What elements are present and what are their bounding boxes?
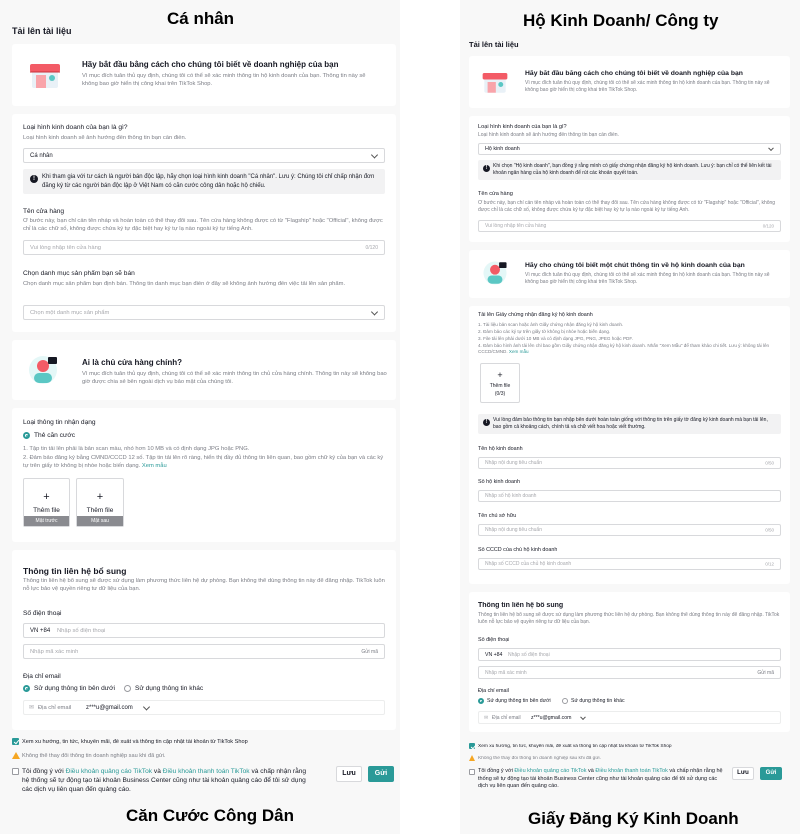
household-name-counter: 0/50 bbox=[765, 460, 774, 466]
household-name-placeholder: Nhập nội dung tiêu chuẩn bbox=[485, 460, 542, 466]
household-illustration-icon bbox=[481, 259, 509, 287]
view-sample-link[interactable]: Xem mẫu bbox=[508, 349, 529, 355]
ad-terms-link[interactable]: Điều khoản quảng cáo TikTok bbox=[514, 768, 587, 774]
owner-id-input[interactable] bbox=[478, 558, 781, 570]
chevron-down-icon[interactable] bbox=[580, 714, 586, 720]
business-info-card bbox=[469, 116, 790, 242]
terms-text bbox=[478, 768, 723, 791]
verification-code-input[interactable] bbox=[23, 644, 385, 659]
phone-input[interactable] bbox=[478, 648, 781, 661]
field-label-owner-id: Số CCCD của chủ hộ kinh doanh bbox=[478, 547, 558, 553]
info-icon: ! bbox=[30, 175, 38, 183]
certificate-rule-3: 3. File tải lên phải dưới 10 MB và có định dạng JPG, PNG, JPEG hoặc PDF. bbox=[478, 336, 633, 341]
field-label-household-number: Số hộ kinh doanh bbox=[478, 479, 520, 485]
upload-back[interactable] bbox=[76, 478, 124, 527]
plus-icon: + bbox=[96, 491, 104, 503]
certificate-rule-4 bbox=[478, 343, 778, 356]
email-icon: ✉ bbox=[29, 704, 34, 711]
certificate-rule-4-text: 4. Đảm bảo hình ảnh tải lên chỉ bao gồm Giấy chứng nhận đăng ký hộ kinh doanh. Nhấn "Xem Mẫu" để tham khảo chi tiết. Lưu ý: không tải lên CCCD/CMND. bbox=[478, 343, 770, 355]
code-placeholder: Nhập mã xác minh bbox=[30, 648, 79, 655]
shop-name-hint: Ở bước này, bạn chỉ cần tên nháp và hoàn toàn có thể thay đổi sau. Tên cửa hàng không được có từ "Flagship" hoặc "Official", không được chỉ là các chữ số, không được chứa ký tự đặc biệt hay ký tự lạ nào ngoài ký tự tiếng Anh. bbox=[478, 200, 776, 213]
warning-icon bbox=[12, 752, 20, 759]
contact-title: Thông tin liên hệ bổ sung bbox=[478, 602, 564, 609]
email-value: z***u@gmail.com bbox=[86, 704, 133, 711]
send-code-button[interactable]: Gửi mã bbox=[757, 669, 774, 676]
email-field-label: Địa chỉ email bbox=[492, 714, 521, 721]
intro-desc: Vì mục đích tuân thủ quy định, chúng tôi có thể sẽ xác minh thông tin hộ kinh doanh của bạn. Thông tin này sẽ không bao giờ hiển thị công khai trên TikTok Shop. bbox=[82, 73, 366, 88]
individual-footer-caption: Căn Cước Công Dân bbox=[126, 806, 294, 825]
owner-name-placeholder: Nhập nội dung tiêu chuẩn bbox=[485, 527, 542, 533]
field-label-household-name: Tên hộ kinh doanh bbox=[478, 446, 523, 452]
shop-name-counter: 0/120 bbox=[365, 244, 378, 251]
email-option-2-radio[interactable] bbox=[562, 698, 568, 704]
payment-terms-link[interactable]: Điều khoản thanh toán TikTok bbox=[595, 768, 668, 774]
save-button[interactable]: Lưu bbox=[732, 767, 754, 780]
household-title: Hãy cho chúng tôi biết một chút thông tin về hộ kinh doanh của bạn bbox=[525, 262, 745, 269]
business-type-hint: Loại hình kinh doanh sẽ ảnh hưởng đến thông tin bạn cần điền. bbox=[23, 135, 187, 141]
id-type-option: Thẻ căn cước bbox=[34, 432, 75, 439]
business-type-label: Loại hình kinh doanh của bạn là gì? bbox=[23, 124, 128, 131]
business-type-select[interactable] bbox=[478, 143, 781, 155]
phone-placeholder: Nhập số điện thoại bbox=[57, 627, 106, 634]
shop-name-placeholder: Vui lòng nhập tên cửa hàng bbox=[30, 244, 102, 251]
owner-card bbox=[12, 340, 396, 400]
business-type-note-text: Khi chọn "Hộ kinh doanh", bạn đồng ý rằng mình có giấy chứng nhận đăng ký hộ kinh doanh. Lưu ý: bạn chỉ có thể liên kết tài khoản ngân hàng của hộ kinh doanh để rút các khoản quyết toán. bbox=[493, 163, 772, 177]
shop-name-input[interactable] bbox=[23, 240, 385, 255]
info-icon: ! bbox=[483, 419, 490, 426]
email-display bbox=[23, 700, 385, 715]
warning-text: Không thể thay đổi thông tin doanh nghiệp sau khi đã gửi. bbox=[22, 753, 166, 759]
phone-prefix[interactable]: VN +84 bbox=[30, 627, 51, 634]
save-button[interactable]: Lưu bbox=[336, 766, 362, 782]
owner-name-input[interactable] bbox=[478, 524, 781, 536]
upload-back-caption: Mặt sau bbox=[77, 516, 123, 526]
terms-checkbox[interactable] bbox=[12, 768, 19, 775]
certificate-upload[interactable] bbox=[480, 363, 520, 403]
category-hint: Chọn danh mục sản phẩm bạn định bán. Thông tin danh mục bạn điền ở đây sẽ không ảnh hưởng đến việc tải lên sản phẩm. bbox=[23, 281, 346, 287]
id-card bbox=[12, 408, 396, 542]
shop-name-counter: 0/120 bbox=[762, 223, 774, 229]
submit-button[interactable]: Gửi bbox=[760, 767, 782, 780]
plus-icon: + bbox=[497, 370, 503, 380]
terms-text bbox=[22, 767, 312, 795]
business-heading: Hộ Kinh Doanh/ Công ty bbox=[523, 11, 719, 30]
section-title: Tải lên tài liệu bbox=[12, 26, 72, 36]
owner-name-counter: 0/50 bbox=[765, 527, 774, 533]
certificate-rule-2: 2. Đảm bảo các ký tự trên giấy tờ không bị nhòe hoặc biến dạng. bbox=[478, 329, 611, 334]
business-type-note-text: Khi tham gia với tư cách là người bán độc lập, hãy chọn loại hình kinh doanh "Cá nhân". Lưu ý: Chúng tôi chỉ chấp nhận đơn đăng ký từ các người bán độc lập ở Việt Nam có căn cước công dân hoặc hộ chiếu. bbox=[42, 174, 375, 189]
email-field-label: Địa chỉ email bbox=[38, 704, 72, 711]
contact-desc: Thông tin liên hệ bổ sung sẽ được sử dụng làm phương thức liên hệ dự phòng. Bạn không thể dùng thông tin này để đăng nhập. TikTok luôn nỗ lực bảo vệ quyền riêng tư dữ liệu của bạn. bbox=[23, 578, 385, 592]
shop-name-hint: Ở bước này, bạn chỉ cần tên nháp và hoàn toàn có thể thay đổi sau. Tên cửa hàng không được có từ "Flagship" hoặc "Official", không được chỉ là các chữ số, không được chứa ký tự đặc biệt hay ký tự lạ nào ngoài ký tự tiếng Anh. bbox=[23, 218, 383, 232]
category-label: Chọn danh mục sản phẩm bạn sẽ bán bbox=[23, 270, 135, 277]
phone-label: Số điện thoại bbox=[23, 610, 62, 617]
warning-icon bbox=[469, 755, 475, 761]
email-label: Địa chỉ email bbox=[23, 673, 61, 680]
verification-code-input[interactable] bbox=[478, 666, 781, 679]
contact-title: Thông tin liên hệ bổ sung bbox=[23, 566, 127, 576]
shop-name-label: Tên cửa hàng bbox=[23, 208, 65, 215]
chevron-down-icon[interactable] bbox=[143, 703, 150, 710]
terms-checkbox[interactable] bbox=[469, 769, 475, 775]
business-info-card bbox=[12, 114, 396, 332]
email-option-1: Sử dụng thông tin bên dưới bbox=[487, 698, 551, 704]
intro-title: Hãy bắt đầu bằng cách cho chúng tôi biết về doanh nghiệp của bạn bbox=[525, 70, 743, 77]
phone-label: Số điện thoại bbox=[478, 637, 510, 643]
email-icon: ✉ bbox=[484, 714, 489, 721]
individual-heading: Cá nhân bbox=[167, 9, 235, 28]
household-number-input[interactable] bbox=[478, 490, 781, 502]
business-type-select[interactable] bbox=[23, 148, 385, 163]
household-name-input[interactable] bbox=[478, 457, 781, 469]
email-display bbox=[478, 711, 781, 724]
shop-name-placeholder: Vui lòng nhập tên cửa hàng bbox=[485, 223, 547, 229]
household-card bbox=[469, 250, 790, 298]
ad-terms-link[interactable]: Điều khoản quảng cáo TikTok bbox=[65, 768, 153, 775]
contact-card bbox=[12, 550, 396, 730]
business-type-value: Cá nhân bbox=[30, 152, 53, 159]
certificate-note-text: Vui lòng đảm bảo thông tin bạn nhập bên dưới hoàn toàn giống với thông tin trên giấy tờ đăng ký kinh doanh mà bạn tải lên, bao gồm cả khoảng cách, chính tả và chữ viết hoa hoặc viết thường. bbox=[493, 417, 768, 431]
intro-desc: Vì mục đích tuân thủ quy định, chúng tôi có thể sẽ xác minh thông tin hộ kinh doanh của bạn. Thông tin này sẽ không bao giờ hiển thị công khai trên TikTok Shop. bbox=[525, 80, 770, 93]
info-icon: ! bbox=[483, 165, 490, 172]
terms-pre: Tôi đồng ý với bbox=[478, 768, 513, 774]
email-option-1: Sử dụng thông tin bên dưới bbox=[34, 685, 115, 692]
household-desc: Vì mục đích tuân thủ quy định, chúng tôi có thể sẽ xác minh thông tin hộ kinh doanh của bạn. Thông tin này sẽ không bao giờ hiển thị công khai trên TikTok Shop. bbox=[525, 272, 770, 285]
owner-id-counter: 0/12 bbox=[765, 561, 774, 567]
certificate-label: Tải lên Giấy chứng nhận đăng ký hộ kinh doanh bbox=[478, 312, 593, 318]
certificate-rule-1: 1. Tài liệu bản scan hoặc ảnh Giấy chứng nhận đăng ký hộ kinh doanh. bbox=[478, 322, 624, 327]
business-form-panel bbox=[460, 0, 800, 834]
terms-pre: Tôi đồng ý với bbox=[22, 768, 64, 775]
owner-id-placeholder: Nhập số CCCD của chủ hộ kinh doanh bbox=[485, 561, 572, 567]
phone-placeholder: Nhập số điện thoại bbox=[508, 651, 550, 658]
chevron-down-icon bbox=[768, 145, 774, 151]
email-label: Địa chỉ email bbox=[478, 688, 509, 694]
terms-post: và chấp nhận rằng hệ thống sẽ tự động tạo tài khoản Business Center cũng như tài khoản quảng cáo để tôi sử dụng các dịch vụ liên quan đến quảng cáo. bbox=[22, 768, 307, 794]
contact-desc: Thông tin liên hệ bổ sung sẽ được sử dụng làm phương thức liên hệ dự phòng. Bạn không thể dùng thông tin này để đăng nhập. TikTok luôn nỗ lực bảo vệ quyền riêng tư dữ liệu của bạn. bbox=[478, 612, 780, 625]
certificate-upload-label: Thêm file bbox=[489, 383, 511, 389]
certificate-note bbox=[478, 414, 781, 434]
business-type-label: Loại hình kinh doanh của bạn là gì? bbox=[478, 124, 567, 130]
business-type-value: Hộ kinh doanh bbox=[485, 146, 520, 152]
business-type-note bbox=[478, 160, 781, 180]
intro-title: Hãy bắt đầu bằng cách cho chúng tôi biết về doanh nghiệp của bạn bbox=[82, 60, 339, 69]
marketing-consent-text: Xem xu hướng, tin tức, khuyến mãi, đề xuất và thông tin cập nhật tài khoản từ TikTok Shop bbox=[22, 739, 248, 745]
upload-front-caption: Mặt trước bbox=[24, 516, 69, 526]
marketing-consent-checkbox[interactable] bbox=[469, 743, 475, 749]
shop-illustration-icon bbox=[481, 68, 509, 96]
marketing-consent-text: Xem xu hướng, tin tức, khuyến mãi, đề xuất và thông tin cập nhật tài khoản từ TikTok Shop bbox=[478, 744, 672, 749]
certificate-card bbox=[469, 306, 790, 584]
phone-prefix[interactable]: VN +84 bbox=[485, 651, 503, 658]
email-option-1-radio[interactable] bbox=[23, 685, 30, 692]
intro-card bbox=[12, 44, 396, 106]
certificate-upload-count: (0/3) bbox=[494, 391, 506, 397]
shop-name-input[interactable] bbox=[478, 220, 781, 232]
id-rule-1: 1. Tập tin tải lên phải là bản scan màu, nhỏ hơn 10 MB và có định dạng JPG hoặc PNG. bbox=[23, 446, 250, 452]
category-placeholder: Chọn một danh mục sản phẩm bbox=[30, 309, 110, 316]
terms-and: và bbox=[588, 768, 594, 774]
business-type-note bbox=[23, 169, 385, 194]
code-placeholder: Nhập mã xác minh bbox=[485, 669, 527, 676]
upload-back-label: Thêm file bbox=[86, 507, 114, 514]
email-option-2: Sử dụng thông tin khác bbox=[571, 698, 625, 704]
id-type-label: Loại thông tin nhận dạng bbox=[23, 419, 96, 426]
marketing-consent-checkbox[interactable] bbox=[12, 738, 19, 745]
warning-text: Không thể thay đổi thông tin doanh nghiệp sau khi đã gửi. bbox=[478, 756, 601, 761]
send-code-button[interactable]: Gửi mã bbox=[361, 648, 378, 655]
field-label-owner-name: Tên chủ sở hữu bbox=[478, 513, 517, 519]
plus-icon: + bbox=[43, 491, 50, 503]
submit-button[interactable]: Gửi bbox=[368, 766, 394, 782]
contact-card bbox=[469, 592, 790, 732]
category-select[interactable] bbox=[23, 305, 385, 320]
section-title: Tải lên tài liệu bbox=[469, 40, 519, 49]
chevron-down-icon bbox=[371, 151, 378, 158]
household-number-placeholder: Nhập số hộ kinh doanh bbox=[485, 493, 537, 499]
business-footer-caption: Giấy Đăng Ký Kinh Doanh bbox=[528, 809, 739, 828]
view-sample-link[interactable]: Xem mẫu bbox=[141, 462, 167, 469]
id-type-radio[interactable] bbox=[23, 432, 30, 439]
chevron-down-icon bbox=[371, 308, 378, 315]
email-value: z***u@gmail.com bbox=[531, 714, 572, 721]
owner-title: Ai là chủ cửa hàng chính? bbox=[82, 358, 183, 367]
intro-card bbox=[469, 56, 790, 108]
email-option-1-radio[interactable] bbox=[478, 698, 484, 704]
owner-illustration-icon bbox=[26, 353, 60, 387]
terms-post: và chấp nhận rằng hệ thống sẽ tự động tạo tài khoản Business Center cũng như tài khoản quảng cáo để tôi sử dụng các dịch vụ liên quan đến quảng cáo. bbox=[478, 768, 723, 790]
phone-input[interactable] bbox=[23, 623, 385, 638]
id-rule-2 bbox=[23, 455, 387, 471]
upload-front[interactable] bbox=[23, 478, 70, 527]
owner-desc: Vì mục đích tuân thủ quy định, chúng tôi có thể sẽ xác minh thông tin chủ cửa hàng chính. Thông tin này sẽ không bao giờ được chia sẻ bên ngoài dịch vụ bảo mật của chúng tôi. bbox=[82, 371, 387, 386]
upload-front-label: Thêm file bbox=[33, 507, 60, 514]
email-option-2-radio[interactable] bbox=[124, 685, 131, 692]
terms-and: và bbox=[153, 768, 161, 775]
shop-name-label: Tên cửa hàng bbox=[478, 191, 513, 197]
payment-terms-link[interactable]: Điều khoản thanh toán TikTok bbox=[162, 768, 250, 775]
id-rule-2-text: 2. Đảm bảo đăng ký bằng CMND/CCCD 12 số. Tập tin tải lên rõ ràng, hiển thị đầy đủ thông tin liên quan, bao gồm chữ ký của bạn và các ký tự trên giấy tờ không bị nhòe hoặc biến dạng. bbox=[23, 455, 384, 469]
shop-illustration-icon bbox=[28, 58, 62, 92]
business-type-hint: Loại hình kinh doanh sẽ ảnh hưởng đến thông tin bạn cần điền. bbox=[478, 132, 619, 138]
email-option-2: Sử dụng thông tin khác bbox=[135, 685, 204, 692]
